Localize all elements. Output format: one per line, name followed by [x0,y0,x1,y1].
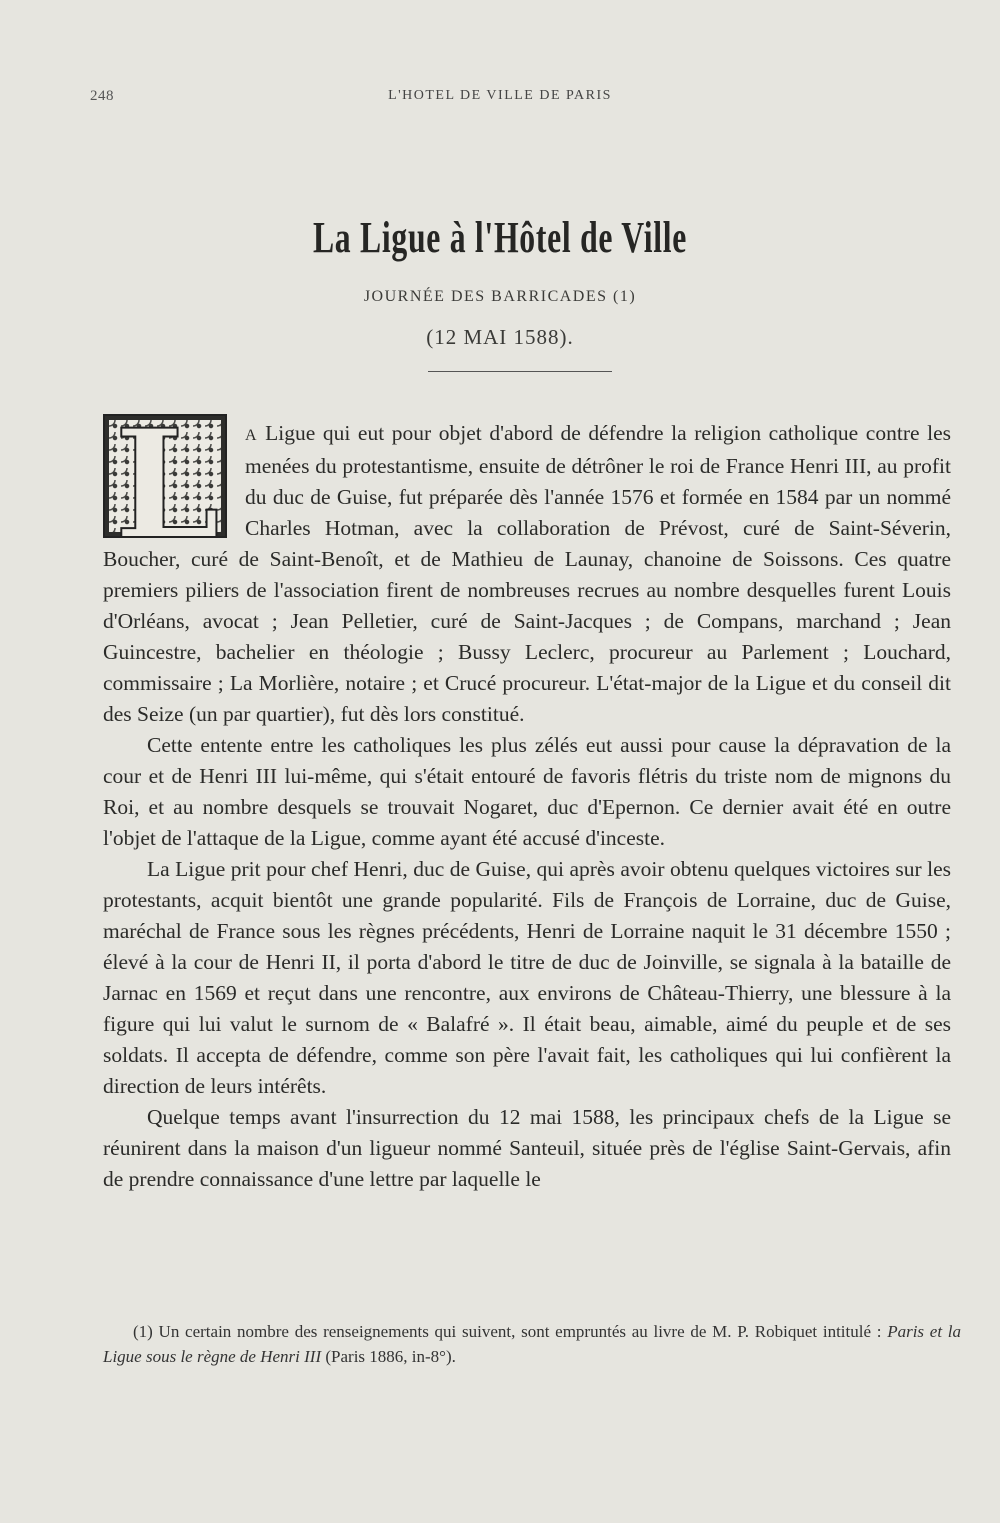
footnote-lead: (1) Un certain nombre des renseignements qui suivent, sont empruntés au livre de M. P. Robiquet intitulé : [133,1322,888,1341]
footnote [103,1319,961,1369]
paragraph-3: La Ligue prit pour chef Henri, duc de Guise, qui après avoir obtenu quelques victoires sur les protestants, acquit bientôt une grande popularité. Fils de François de Lorraine, duc de Guise, maréchal de France sous les règnes précédents, Henri de Lorraine naquit le 31 décembre 1550 ; élevé à la cour de Henri II, il porta d'abord le titre de duc de Joinville, se signala à la bataille de Jarnac en 1569 et reçut dans une rencontre, aux environs de Château-Thierry, une blessure à la figure qui lui valut le surnom de « Balafré ». Il était beau, aimable, aimé du peuple et de ses soldats. Il accepta de défendre, comme son père l'avait fait, les catholiques qui lui confièrent la direction de leurs intérêts. [103,857,951,1098]
body-text [103,418,951,1195]
paragraph-2: Cette entente entre les catholiques les plus zélés eut aussi pour cause la dépravation de la cour et de Henri III lui-même, qui s'était entouré de favoris flétris du triste nom de mignons du Roi, et au nombre desquels se trouvait Nogaret, duc d'Epernon. Ce dernier avait été en outre l'objet de l'attaque de la Ligue, comme ayant été accusé d'inceste. [103,733,951,850]
running-head: L'HOTEL DE VILLE DE PARIS [388,88,612,103]
chapter-title: La Ligue à l'Hôtel de Ville [312,213,688,262]
dropcap-spacer [103,418,245,542]
dropcap-letter: L [114,397,220,573]
paragraph-1 [103,418,951,730]
paragraph-1-first-letter: A [245,427,258,444]
title-rule-divider [428,371,612,372]
chapter-date: (12 MAI 1588). [426,325,574,349]
page-number: 248 [90,88,114,104]
footnote-tail: (Paris 1886, in-8°). [321,1347,456,1366]
footnote-book-title: Paris et la Ligue sous le règne de Henri III [103,1322,961,1366]
chapter-subtitle: JOURNÉE DES BARRICADES (1) [363,288,637,305]
paragraph-1-text: Ligue qui eut pour objet d'abord de défendre la religion catholique contre les menées du protestantisme, ensuite de détrôner le roi de France Henri III, au profit du duc de Guise, fut préparée dès l'année 1576 et formée en 1584 par un nommé Charles Hotman, avec la collaboration de Prévost, curé de Saint-Séverin, Boucher, curé de Saint-Benoît, et de Mathieu de Launay, chanoine de Soissons. Ces quatre premiers piliers de l'association firent de nombreuses recrues au nombre desquelles furent Louis d'Orléans, avocat ; Jean Pelletier, curé de Saint-Jacques ; de Compans, marchand ; Jean Guincestre, bachelier en théologie ; Bussy Leclerc, procureur au Parlement ; Louchard, commissaire ; La Morlière, notaire ; et Crucé procureur. L'état-major de la Ligue et du conseil dit des Seize (un par quartier), fut dès lors constitué. [103,421,951,726]
paragraph-4: Quelque temps avant l'insurrection du 12 mai 1588, les principaux chefs de la Ligue se réunirent dans la maison d'un ligueur nommé Santeuil, située près de l'église Saint-Gervais, afin de prendre connaissance d'une lettre par laquelle le [103,1105,951,1191]
